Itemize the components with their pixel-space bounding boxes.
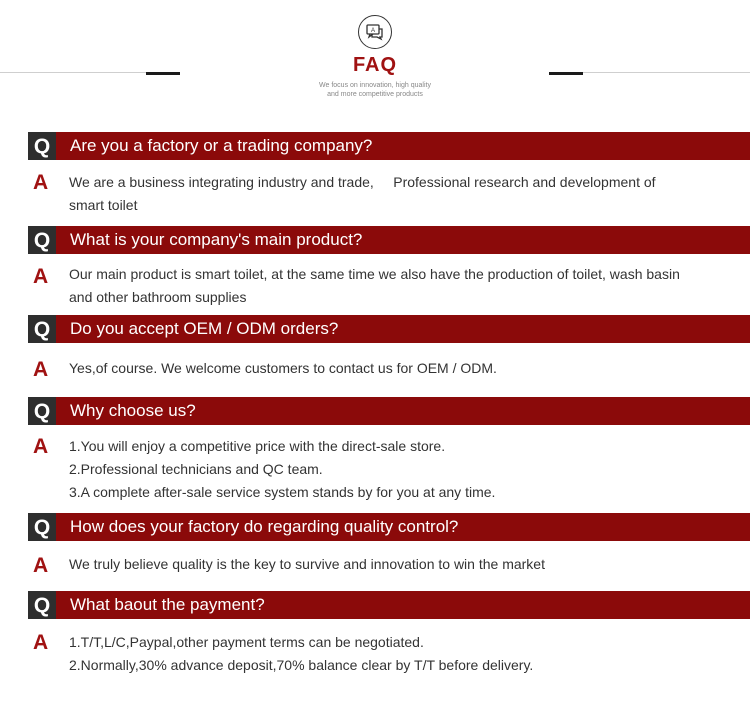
faq-answer: Yes,of course. We welcome customers to contact us for OEM / ODM. bbox=[69, 360, 497, 376]
a-badge: A bbox=[33, 358, 49, 381]
page-subtitle: We focus on innovation, high quality and more competitive products bbox=[319, 82, 431, 98]
svg-text:A: A bbox=[370, 28, 376, 34]
page-title: FAQ bbox=[352, 54, 398, 76]
q-badge: Q bbox=[28, 315, 56, 343]
q-badge: Q bbox=[28, 513, 56, 541]
q-badge: Q bbox=[28, 591, 56, 619]
faq-question-bar bbox=[28, 132, 750, 160]
faq-question: Why choose us? bbox=[70, 401, 196, 420]
a-badge: A bbox=[33, 265, 49, 288]
q-badge: Q bbox=[28, 397, 56, 425]
chat-bubbles-icon bbox=[358, 15, 392, 49]
a-badge: A bbox=[33, 631, 49, 654]
faq-question: Do you accept OEM / ODM orders? bbox=[70, 319, 339, 338]
faq-question-bar bbox=[28, 315, 750, 343]
faq-answer: We truly believe quality is the key to survive and innovation to win the market bbox=[69, 556, 545, 572]
faq-question-bar bbox=[28, 513, 750, 541]
faq-answer: Our main product is smart toilet, at the same time we also have the production of toilet, wash basin and other bathroom supplies bbox=[69, 266, 680, 305]
faq-question: What baout the payment? bbox=[70, 595, 265, 614]
faq-header bbox=[0, 0, 750, 110]
faq-question-bar bbox=[28, 226, 750, 254]
faq-question-bar bbox=[28, 397, 750, 425]
faq-question-bar bbox=[28, 591, 750, 619]
faq-answer: 1.T/T,L/C,Paypal,other payment terms can be negotiated. 2.Normally,30% advance deposit,70% balance clear by T/T before delivery. bbox=[69, 634, 534, 673]
a-badge: A bbox=[33, 435, 49, 458]
q-badge: Q bbox=[28, 132, 56, 160]
faq-question: Are you a factory or a trading company? bbox=[70, 136, 373, 155]
faq-question: What is your company's main product? bbox=[70, 230, 363, 249]
a-badge: A bbox=[33, 554, 49, 577]
faq-answer: 1.You will enjoy a competitive price with the direct-sale store. 2.Professional technicians and QC team. 3.A complete after-sale service system stands by for you at any time. bbox=[69, 438, 496, 500]
faq-answer: We are a business integrating industry and trade, Professional research and development of smart toilet bbox=[69, 174, 656, 213]
q-badge: Q bbox=[28, 226, 56, 254]
faq-question: How does your factory do regarding quality control? bbox=[70, 517, 459, 536]
a-badge: A bbox=[33, 171, 49, 194]
